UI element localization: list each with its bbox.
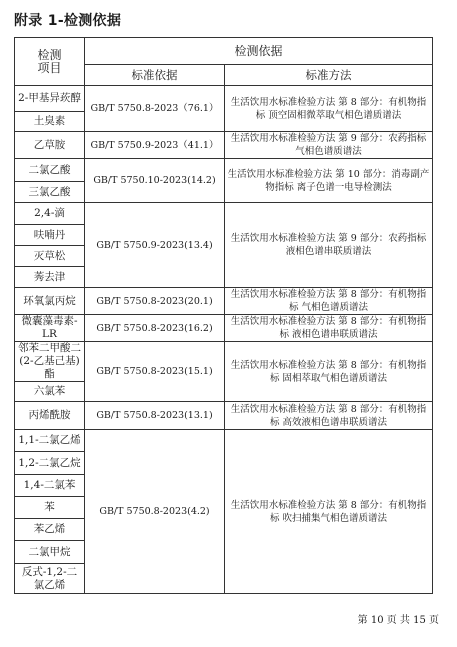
standard-method-cell: 生活饮用水标准检验方法 第 10 部分：消毒副产物指标 离子色谱一电导检测法 [225,159,433,203]
test-item-cell: 三氯乙酸 [15,182,85,203]
page-number: 第 10 页 共 15 页 [357,615,439,626]
standard-basis-cell: GB/T 5750.8-2023(15.1) [85,342,225,402]
test-basis-table [14,37,433,594]
test-item-cell: 苯乙烯 [15,519,85,541]
standard-method-cell: 生活饮用水标准检验方法 第 8 部分：有机物指标 顶空固相微萃取气相色谱质谱法 [225,86,433,132]
test-item-cell: 呋喃丹 [15,225,85,246]
table-row [15,86,433,112]
test-item-cell: 土臭素 [15,112,85,132]
standard-basis-cell: GB/T 5750.8-2023(4.2) [85,430,225,594]
test-item-cell: 1,2-二氯乙烷 [15,452,85,475]
standard-method-cell: 生活饮用水标准检验方法 第 8 部分：有机物指标 吹扫捕集气相色谱质谱法 [225,430,433,594]
test-item-cell: 环氧氯丙烷 [15,288,85,315]
table-row [15,402,433,430]
standard-method-cell: 生活饮用水标准检验方法 第 9 部分：农药指标 液相色谱串联质谱法 [225,203,433,288]
standard-method-cell: 生活饮用水标准检验方法 第 8 部分：有机物指标 固相萃取气相色谱质谱法 [225,342,433,402]
standard-method-cell: 生活饮用水标准检验方法 第 8 部分：有机物指标 液相色谱串联质谱法 [225,315,433,342]
test-item-cell: 二氯乙酸 [15,159,85,182]
table-row [15,288,433,315]
table-body [15,86,433,594]
standard-basis-cell: GB/T 5750.8-2023(20.1) [85,288,225,315]
standard-method-cell: 生活饮用水标准检验方法 第 9 部分：农药指标 气相色谱质谱法 [225,132,433,159]
test-item-cell: 邻苯二甲酸二(2-乙基己基)酯 [15,342,85,382]
standard-basis-cell: GB/T 5750.9-2023(13.4) [85,203,225,288]
test-item-cell: 莠去津 [15,267,85,288]
test-item-cell: 2,4-滴 [15,203,85,225]
standard-basis-cell: GB/T 5750.10-2023(14.2) [85,159,225,203]
test-item-cell: 六氯苯 [15,382,85,402]
standard-basis-cell: GB/T 5750.8-2023(13.1) [85,402,225,430]
test-item-cell: 2-甲基异莰醇 [15,86,85,112]
standard-method-cell: 生活饮用水标准检验方法 第 8 部分：有机物指标 气相色谱质谱法 [225,288,433,315]
test-item-cell: 乙草胺 [15,132,85,159]
test-item-cell: 二氯甲烷 [15,541,85,564]
standard-method-cell: 生活饮用水标准检验方法 第 8 部分：有机物指标 高效液相色谱串联质谱法 [225,402,433,430]
test-item-cell: 1,1-二氯乙烯 [15,430,85,452]
table-row [15,315,433,342]
test-item-cell: 丙烯酰胺 [15,402,85,430]
header-test-item-label: 检测 项目 [37,47,62,75]
standard-basis-cell: GB/T 5750.8-2023(16.2) [85,315,225,342]
test-item-cell: 微囊藻毒素-LR [15,315,85,342]
table-row [15,342,433,382]
standard-basis-cell: GB/T 5750.8-2023（76.1） [85,86,225,132]
header-test-basis: 检测依据 [85,38,433,65]
table-row [15,430,433,452]
header-standard-method: 标准方法 [225,65,433,86]
page-title: 附录 1-检测依据 [14,13,122,29]
test-item-cell: 反式-1,2-二氯乙烯 [15,564,85,594]
test-item-cell: 灭草松 [15,246,85,267]
header-standard-basis: 标准依据 [85,65,225,86]
standard-basis-cell: GB/T 5750.9-2023（41.1） [85,132,225,159]
table-row [15,203,433,225]
header-test-item [15,38,85,86]
test-item-cell: 苯 [15,497,85,519]
test-item-cell: 1,4-二氯苯 [15,475,85,497]
table-row [15,132,433,159]
table-row [15,159,433,182]
